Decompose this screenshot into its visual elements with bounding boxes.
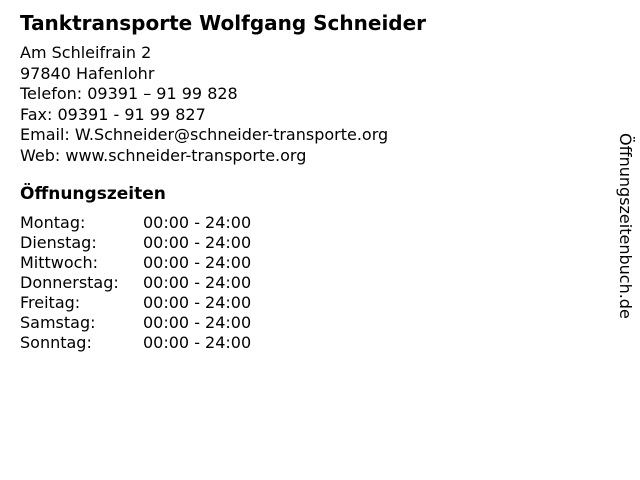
time-range: 00:00 - 24:00 bbox=[143, 293, 252, 312]
brand-site-name: Öffnungszeitenbuch.de bbox=[616, 133, 635, 319]
time-range: 00:00 - 24:00 bbox=[143, 313, 252, 332]
side-brand-watermark bbox=[612, 133, 638, 363]
time-range: 00:00 - 24:00 bbox=[143, 213, 252, 232]
time-range: 00:00 - 24:00 bbox=[143, 233, 252, 252]
day-label: Mittwoch: bbox=[20, 253, 98, 272]
day-label: Sonntag: bbox=[20, 333, 92, 352]
time-range: 00:00 - 24:00 bbox=[143, 253, 252, 272]
fax-number: Fax: 09391 - 91 99 827 bbox=[20, 104, 206, 124]
day-label: Donnerstag: bbox=[20, 273, 119, 292]
opening-hours-heading: Öffnungszeiten bbox=[20, 184, 166, 204]
contact-block bbox=[20, 43, 388, 166]
day-label: Freitag: bbox=[20, 293, 81, 312]
website-address: Web: www.schneider-transporte.org bbox=[20, 145, 307, 165]
day-label: Dienstag: bbox=[20, 233, 97, 252]
phone-number: Telefon: 09391 – 91 99 828 bbox=[20, 84, 238, 103]
day-label: Samstag: bbox=[20, 313, 96, 332]
time-range: 00:00 - 24:00 bbox=[143, 273, 252, 292]
email-address: Email: W.Schneider@schneider-transporte.org bbox=[20, 125, 389, 144]
time-range: 00:00 - 24:00 bbox=[143, 333, 252, 352]
day-label: Montag: bbox=[20, 213, 86, 232]
street-address: Am Schleifrain 2 bbox=[20, 43, 152, 62]
business-name: Tanktransporte Wolfgang Schneider bbox=[20, 11, 427, 35]
city-address: 97840 Hafenlohr bbox=[20, 63, 155, 83]
